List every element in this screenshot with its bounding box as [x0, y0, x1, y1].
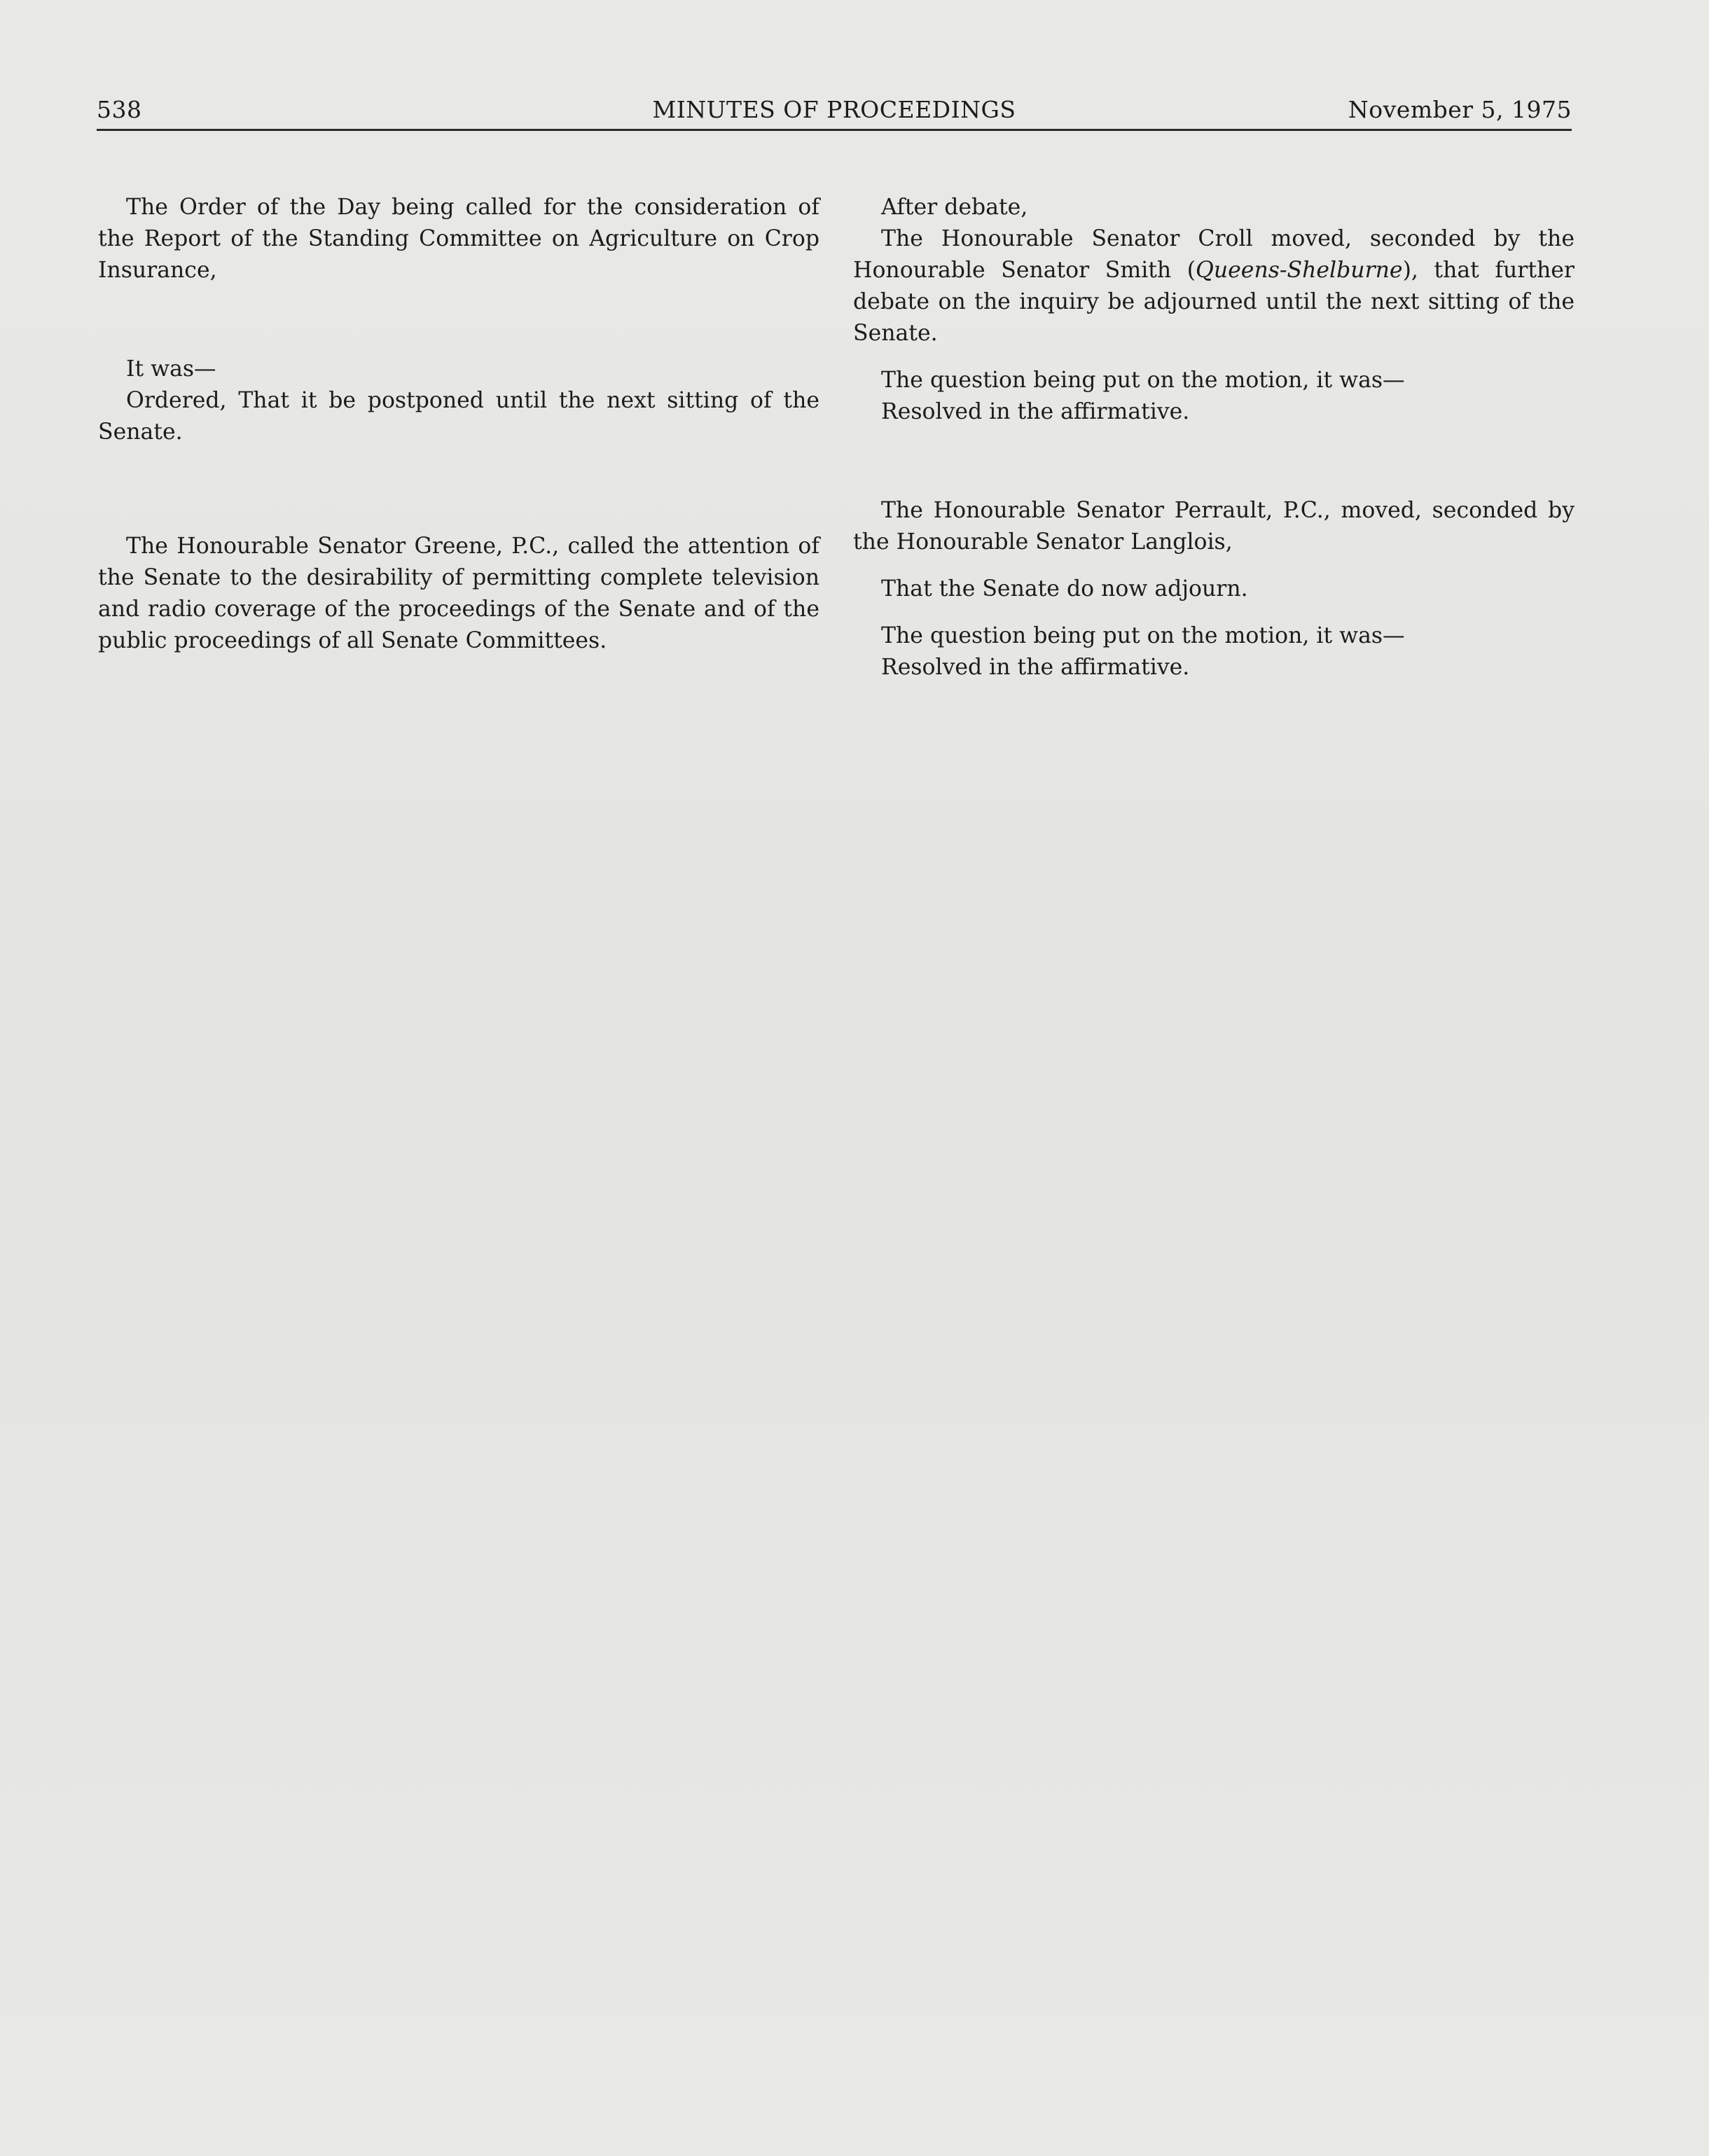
paragraph-adjourn: That the Senate do now adjourn. [881, 576, 1248, 601]
page-header [97, 95, 1572, 131]
paragraph-ordered-postponed: Ordered, That it be postponed until the next sitting of the Senate. [98, 388, 819, 445]
paragraph-it-was: It was— [126, 356, 216, 382]
paragraph-order-agriculture: The Order of the Day being called for the consideration of the Report of the Standing Committee on Agriculture on Crop Insurance, [98, 195, 819, 283]
croll-motion-italic: Queens-Shelburne [1196, 258, 1403, 283]
page-number: 538 [97, 96, 142, 123]
page-date: November 5, 1975 [1348, 96, 1572, 123]
paragraph-resolved-1: Resolved in the affirmative. [881, 399, 1190, 424]
paragraph-resolved-2: Resolved in the affirmative. [881, 655, 1190, 680]
paragraph-question-put-2: The question being put on the motion, it was— [881, 623, 1405, 648]
paragraph-question-put-1: The question being put on the motion, it was— [881, 368, 1405, 393]
running-title: MINUTES OF PROCEEDINGS [652, 96, 1016, 123]
paragraph-senator-croll [853, 223, 1575, 349]
paragraph-senator-perrault: The Honourable Senator Perrault, P.C., moved, seconded by the Honourable Senator Langlois, [853, 498, 1575, 555]
croll-motion-end: ), that further debate on the inquiry be adjourned until the next sitting of the Senate. [853, 258, 1575, 346]
right-column [853, 192, 1575, 683]
left-column [98, 192, 819, 657]
croll-motion-start: The Honourable Senator Croll moved, seconded by the Honourable Senator Smith ( [853, 226, 1575, 283]
paragraph-after-debate: After debate, [881, 195, 1028, 220]
paragraph-senator-greene: The Honourable Senator Greene, P.C., called the attention of the Senate to the desirability of permitting complete television and radio coverage of the proceedings of the Senate and of the public proceedings of all Senate Committees. [98, 534, 819, 653]
